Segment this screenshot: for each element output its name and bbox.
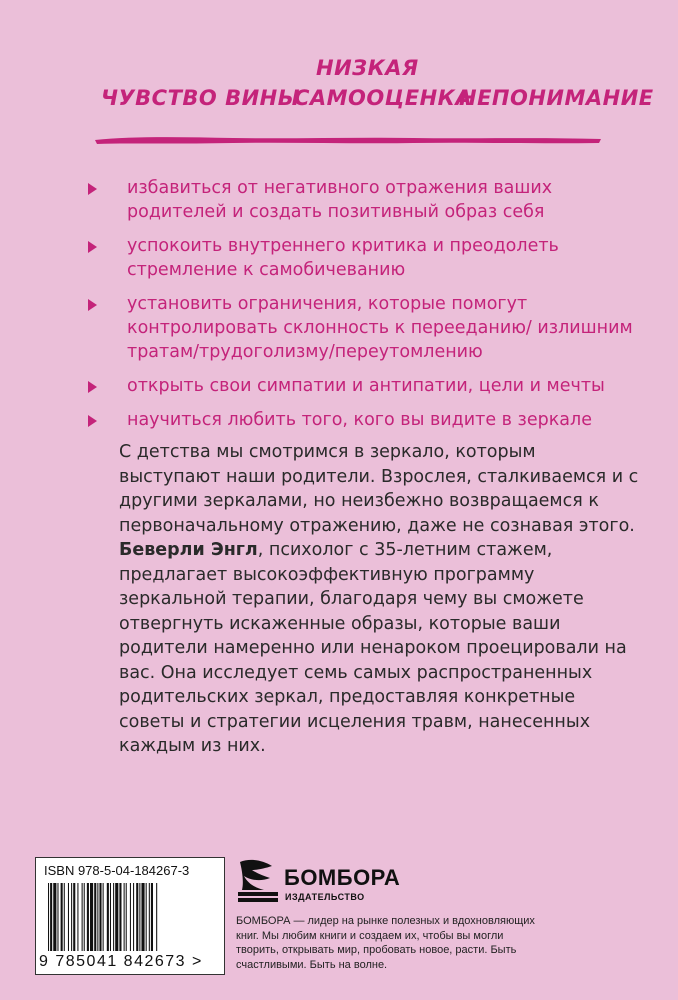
description-para1: С детства мы смотримся в зеркало, которым выступают наши родители. Взрослея, сталкиваемся и с другими зеркалами, но неизбежно возвращаемся к первоначальному отражению, даже не сознавая этого. [119,442,639,536]
barcode-icon [48,883,214,951]
triangle-bullet-icon [88,183,97,195]
triangle-bullet-icon [88,299,97,311]
triangle-bullet-icon [88,241,97,253]
publisher-logo-name: БОМБОРА [284,865,401,890]
book-description [119,440,639,759]
triangle-bullet-icon [88,415,97,427]
keyword-guilt: ЧУВСТВО ВИНЫ [101,86,300,110]
author-name: Беверли Энгл [119,540,258,560]
list-item: успокоить внутреннего критика и преодолеть стремление к самобичеванию [88,234,648,282]
bombora-logo-icon [236,856,280,904]
list-item: открыть свои симпатии и антипатии, цели и мечты [88,374,648,398]
list-item: установить ограничения, которые помогут контролировать склонность к перееданию/ излишним тратам/трудоголизму/переутомлению [88,292,648,364]
keyword-misunderstanding: НЕПОНИМАНИЕ [459,86,654,110]
description-para2: Беверли Энгл, психолог с 35-летним стажем, предлагает высокоэффективную программу зеркальной терапии, благодаря чему вы сможете отвергнуть искаженные образы, которые ваши родители намеренно или ненароком проецировали на вас. Она исследует семь самых распространенных родительских зеркал, предоставляя конкретные советы и стратегии исцеления травм, нанесенных каждым из них. [119,540,627,756]
keyword-low-line1: НИЗКАЯ [316,56,419,80]
list-item: научиться любить того, кого вы видите в зеркале [88,408,648,432]
keyword-low-line2: САМООЦЕНКА [294,86,473,110]
benefit-list [88,176,648,442]
publisher-logo-subtitle: ИЗДАТЕЛЬСТВО [285,892,365,902]
isbn-label: ISBN 978-5-04-184267-3 [44,863,190,878]
publisher-blurb: БОМБОРА — лидер на рынке полезных и вдохновляющих книг. Мы любим книги и создаем их, чтобы вы могли творить, открывать мир, пробовать новое, расти. Быть счастливыми. Быть на волне. [236,915,535,971]
brush-stroke-divider [93,134,603,146]
triangle-bullet-icon [88,381,97,393]
barcode-panel [35,857,225,975]
list-item: избавиться от негативного отражения ваших родителей и создать позитивный образ себя [88,176,648,224]
barcode-digits: 9 785041 842673 > [39,953,203,970]
